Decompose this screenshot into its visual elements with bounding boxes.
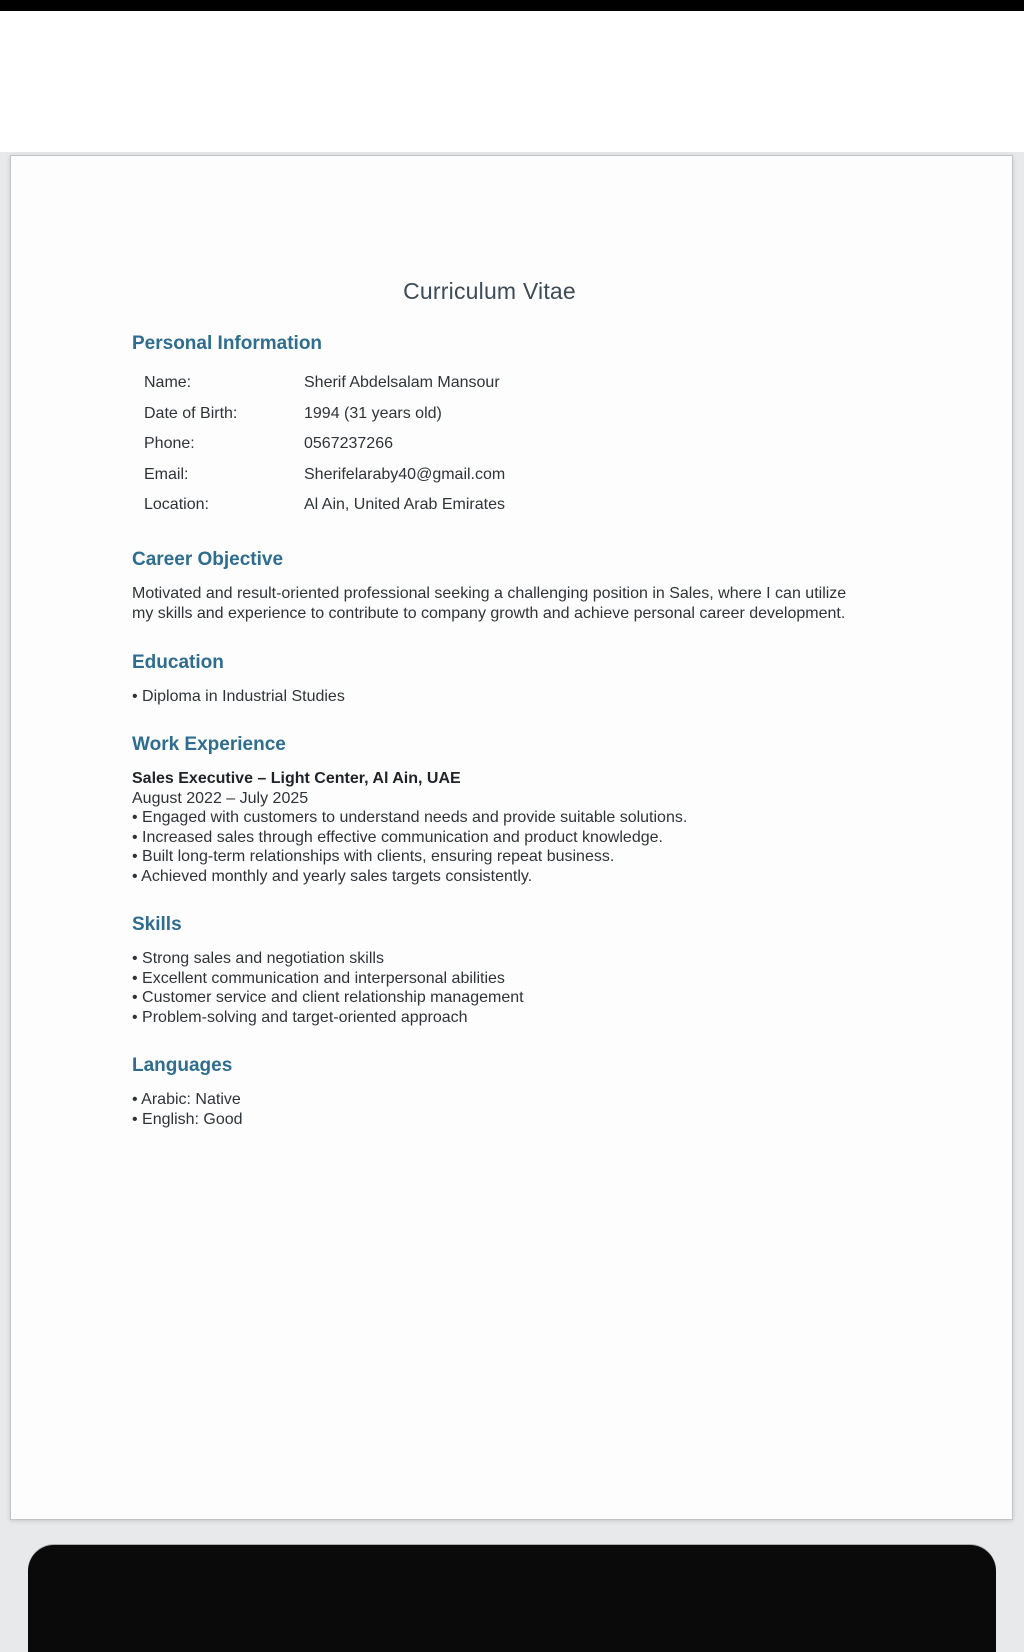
info-row-email [144, 460, 847, 491]
info-value: 0567237266 [304, 435, 393, 453]
info-label: Phone: [144, 435, 195, 453]
section-career-objective [132, 548, 847, 624]
cv-content [132, 278, 847, 1129]
skills-heading: Skills [132, 914, 182, 935]
list-item: • Achieved monthly and yearly sales targets consistently. [132, 867, 847, 887]
languages-heading: Languages [132, 1055, 233, 1076]
personal-info-table [144, 368, 847, 521]
document-title: Curriculum Vitae [403, 278, 576, 304]
info-row-location [144, 490, 847, 521]
career-objective-heading: Career Objective [132, 548, 284, 570]
info-row-dob [144, 399, 847, 430]
info-value: 1994 (31 years old) [304, 404, 442, 422]
work-experience-heading: Work Experience [132, 734, 286, 755]
info-label: Date of Birth: [144, 404, 238, 422]
section-personal-information [132, 332, 847, 521]
job-dates: August 2022 – July 2025 [132, 789, 309, 807]
info-value: Al Ain, United Arab Emirates [304, 496, 505, 514]
list-item: • Diploma in Industrial Studies [132, 687, 847, 707]
list-item: • Engaged with customers to understand needs and provide suitable solutions. [132, 808, 847, 828]
cv-page [10, 155, 1013, 1520]
info-value: Sherifelaraby40@gmail.com [304, 465, 506, 483]
section-work-experience [132, 733, 847, 886]
info-label: Email: [144, 465, 189, 483]
career-objective-text: Motivated and result-oriented professional seeking a challenging position in Sales, where I can utilize my skills and experience to contribute to company growth and achieve personal career development. [132, 584, 847, 622]
list-item: • Built long-term relationships with clients, ensuring repeat business. [132, 847, 847, 867]
info-label: Location: [144, 496, 209, 514]
section-languages [132, 1054, 847, 1129]
info-row-phone [144, 429, 847, 460]
info-value: Sherif Abdelsalam Mansour [304, 374, 500, 392]
bottom-bar [28, 1545, 996, 1652]
section-skills [132, 913, 847, 1027]
education-heading: Education [132, 651, 224, 673]
list-item: • English: Good [132, 1110, 847, 1130]
list-item: • Increased sales through effective communication and product knowledge. [132, 828, 847, 848]
info-label: Name: [144, 374, 192, 392]
job-title: Sales Executive – Light Center, Al Ain, UAE [132, 770, 461, 787]
list-item: • Arabic: Native [132, 1090, 847, 1110]
document-viewer [0, 152, 1024, 1652]
list-item: • Strong sales and negotiation skills [132, 949, 847, 969]
list-item: • Problem-solving and target-oriented approach [132, 1008, 847, 1028]
section-education [132, 651, 847, 707]
list-item: • Customer service and client relationship management [132, 988, 847, 1008]
info-row-name [144, 368, 847, 399]
top-blank-area [0, 11, 1024, 152]
personal-information-heading: Personal Information [132, 333, 323, 354]
list-item: • Excellent communication and interpersonal abilities [132, 969, 847, 989]
status-bar [0, 0, 1024, 11]
